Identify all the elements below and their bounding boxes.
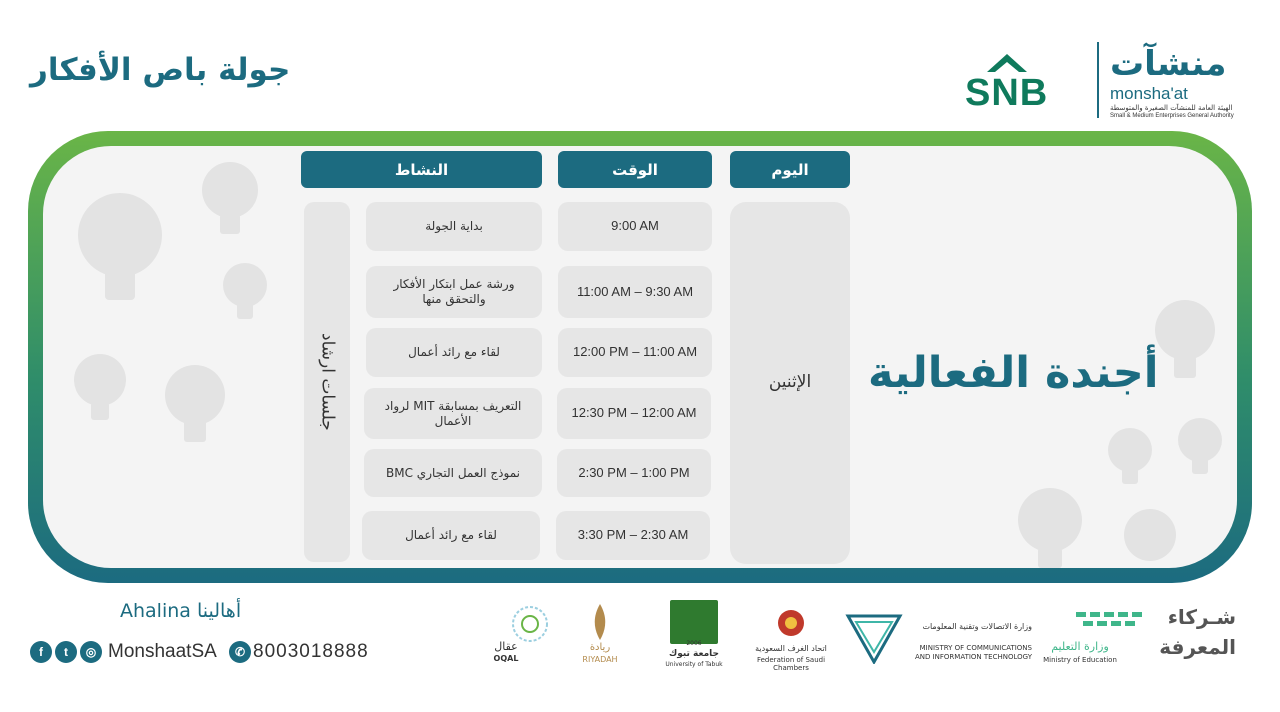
activity-cell: بداية الجولة (366, 202, 542, 251)
riyadah-logo-icon (585, 602, 615, 642)
monshaat-logo-ar: منشآت (1110, 44, 1227, 84)
time-cell: 2:30 PM – 1:00 PM (557, 449, 711, 497)
partners-label-line2: المعرفة (1159, 635, 1236, 659)
event-title: جولة باص الأفكار (30, 52, 291, 88)
saudi-chambers-logo-icon (776, 608, 806, 638)
monshaat-subtitle-ar: الهيئة العامة للمنشآت الصغيرة والمتوسطة (1110, 104, 1233, 112)
saudi-chambers-logo-ar: اتحاد الغرف السعودية (755, 644, 827, 653)
activity-cell: لقاء مع رائد أعمال (362, 511, 540, 560)
agenda-title: أجندة الفعالية (868, 348, 1159, 398)
activity-cell: ورشة عمل ابتكار الأفكار والتحقق منها (366, 266, 542, 318)
time-cell: 11:00 AM – 9:30 AM (558, 266, 712, 318)
oqal-logo-icon (510, 604, 550, 644)
knowledge-partners-label (1158, 602, 1236, 662)
mcit-logo-en-line2: AND INFORMATION TECHNOLOGY (914, 653, 1032, 661)
phone-number[interactable]: 8003018888 (253, 641, 369, 662)
moe-logo (1040, 608, 1150, 666)
partners-label-line1: شـركاء (1167, 605, 1236, 629)
lightbulb-icon (60, 150, 280, 450)
activity-cell: التعريف بمسابقة MIT لرواد الأعمال (364, 388, 542, 439)
ahalina-label: أهالينا Ahalina (120, 600, 242, 622)
instagram-icon[interactable]: ◎ (80, 641, 102, 663)
mcit-logo-ar: وزارة الاتصالات وتقنية المعلومات (922, 622, 1032, 631)
riyadah-logo-en: RIYADAH (582, 655, 618, 664)
logo-divider (1097, 42, 1099, 118)
tabuk-logo-ar: جامعة تبوك (668, 649, 720, 659)
header-activity: النشاط (301, 151, 542, 188)
activity-cell: نموذج العمل التجاري BMC (364, 449, 542, 497)
riyadah-logo-ar: ريادة (589, 642, 611, 653)
time-cell: 9:00 AM (558, 202, 712, 251)
saudi-chambers-logo-en: Federation of Saudi Chambers (756, 656, 826, 673)
saudi-chambers-logo (747, 608, 835, 673)
snb-logo-text: SNB (965, 72, 1049, 114)
social-handle[interactable]: MonshaatSA (108, 641, 217, 662)
moe-logo-icon (1076, 608, 1146, 632)
time-cell: 12:30 PM – 12:00 AM (557, 388, 711, 439)
moe-logo-ar: وزارة التعليم (1051, 640, 1109, 653)
monshaat-subtitle-en: Small & Medium Enterprises General Authority (1110, 113, 1234, 119)
facebook-icon[interactable]: f (30, 641, 52, 663)
twitter-icon[interactable]: t (55, 641, 77, 663)
oqal-logo (486, 604, 550, 664)
header-time: الوقت (558, 151, 712, 188)
tabuk-logo-en: University of Tabuk (665, 661, 723, 668)
mentoring-sessions-label: جلسات ارشاد (304, 202, 350, 562)
time-cell: 3:30 PM – 2:30 AM (556, 511, 710, 560)
mcit-logo (842, 608, 1032, 666)
mcit-logo-icon (842, 608, 906, 664)
lightbulb-icon (1000, 280, 1230, 570)
moe-logo-en: Ministry of Education (1043, 656, 1117, 664)
riyadah-logo (578, 602, 622, 664)
oqal-logo-ar: عقال (494, 640, 518, 653)
day-cell: الإثنين (730, 202, 850, 564)
monshaat-logo-en: monsha'at (1110, 84, 1188, 103)
snb-logo-mark (985, 50, 1029, 74)
tabuk-university-logo (664, 598, 724, 670)
activity-cell: لقاء مع رائد أعمال (366, 328, 542, 377)
header-day: اليوم (730, 151, 850, 188)
mcit-logo-en-line1: MINISTRY OF COMMUNICATIONS (919, 644, 1032, 652)
phone-icon: ✆ (229, 641, 251, 663)
tabuk-logo-year: 2006 (686, 640, 702, 647)
oqal-logo-en: OQAL (493, 654, 519, 663)
time-cell: 12:00 PM – 11:00 AM (558, 328, 712, 377)
tabuk-logo-icon (670, 600, 718, 644)
